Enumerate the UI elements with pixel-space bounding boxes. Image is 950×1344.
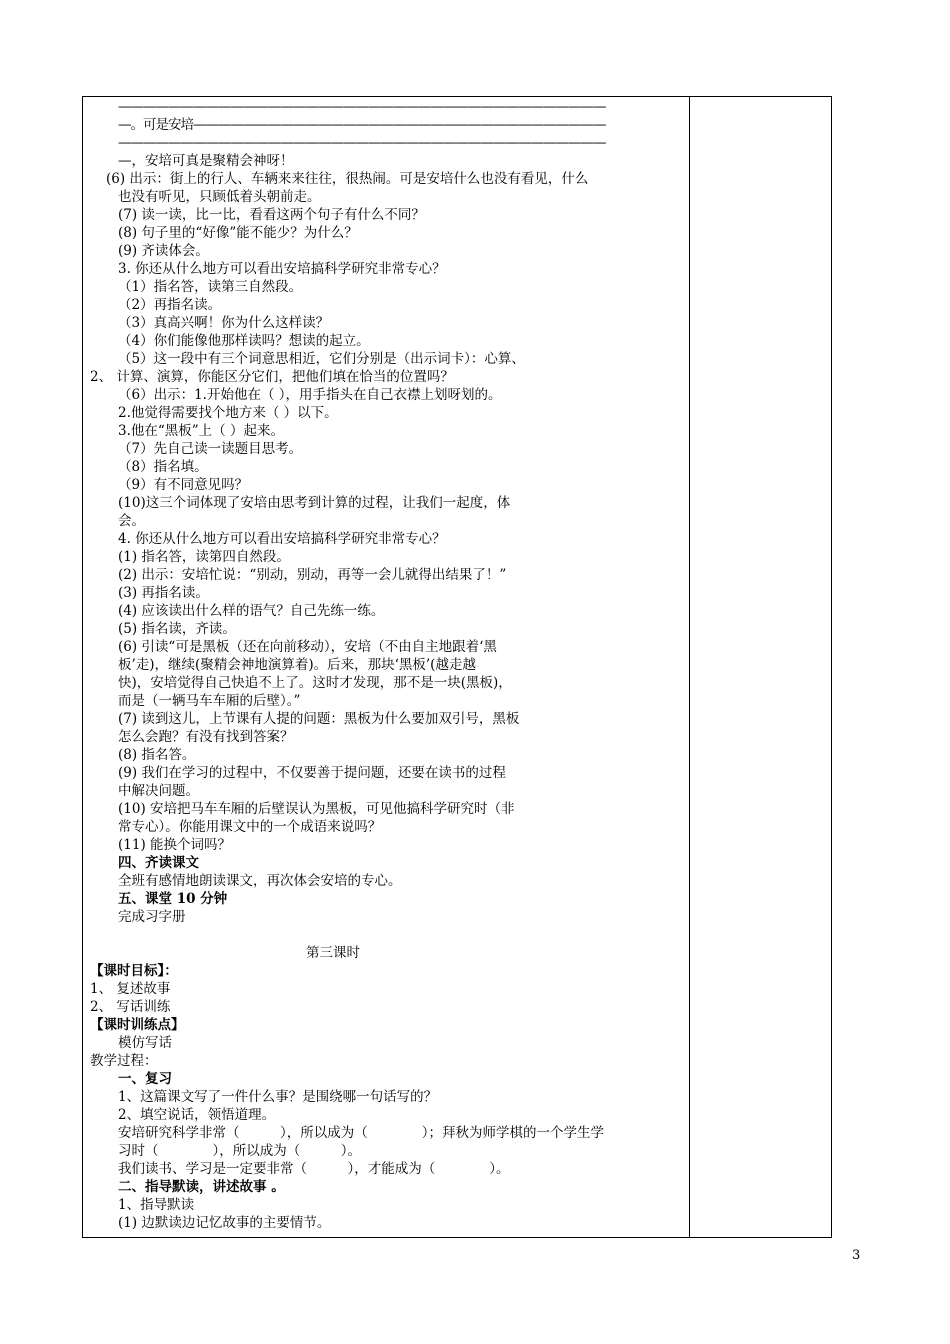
- text-line: （8）指名填。: [118, 459, 208, 475]
- text-line: （3）真高兴啊！你为什么这样读？: [118, 315, 330, 331]
- text-line: (10)这三个词体现了安培由思考到计算的过程，让我们一起度，体: [118, 495, 511, 511]
- text-line: （7）先自己读一读题目思考。: [118, 441, 303, 457]
- text-line: （9）有不同意见吗？: [118, 477, 249, 493]
- text-line: (7) 读到这儿，上节课有人提的问题：黑板为什么要加双引号，黑板: [118, 711, 520, 727]
- text-line: (6) 出示：街上的行人、车辆来来往往，很热闹。可是安培什么也没有看见，什么: [106, 171, 589, 187]
- text-line: (8) 句子里的“好像”能不能少？为什么？: [118, 225, 358, 241]
- text-line: (10) 安培把马车车厢的后壁误认为黑板，可见他搞科学研究时（非: [118, 801, 515, 817]
- text-line: 习时（ ），所以成为（ ）。: [118, 1143, 361, 1159]
- text-line: (1) 指名答，读第四自然段。: [118, 549, 290, 565]
- text-line: (8) 指名答。: [118, 747, 196, 763]
- text-line: 第三课时: [306, 945, 360, 961]
- text-line: （6）出示：1.开始他在（ ），用手指头在自己衣襟上划呀划的。: [118, 387, 502, 403]
- text-line: 四、齐读课文: [118, 855, 199, 871]
- text-line: 【课时训练点】: [90, 1017, 185, 1033]
- text-line: 1、这篇课文写了一件什么事？是围绕哪一句话写的？: [118, 1089, 438, 1105]
- text-line: (4) 应该读出什么样的语气？自己先练一练。: [118, 603, 385, 619]
- text-line: 安培研究科学非常（ ），所以成为（ ）；拜秋为师学棋的一个学生学: [118, 1125, 604, 1141]
- text-line: 常专心）。你能用课文中的一个成语来说吗？: [118, 819, 382, 835]
- text-line: 我们读书、学习是一定要非常（ ），才能成为（ ）。: [118, 1161, 510, 1177]
- text-line: （5）这一段中有三个词意思相近，它们分别是（出示词卡）：心算、: [118, 351, 525, 367]
- text-line: (9) 齐读体会。: [118, 243, 209, 259]
- text-line: 教学过程：: [90, 1053, 158, 1069]
- text-line: 1、 复述故事: [90, 981, 171, 997]
- text-line: 2、 计算、演算，你能区分它们，把他们填在恰当的位置吗？: [90, 369, 454, 385]
- text-line: 而是（一辆马车车厢的后壁）。”: [118, 693, 301, 709]
- table-column-divider: [689, 96, 690, 1238]
- text-line: 1、指导默读: [118, 1197, 195, 1213]
- text-line: 2、 写话训练: [90, 999, 171, 1015]
- text-line: 3. 你还从什么地方可以看出安培搞科学研究非常专心？: [118, 261, 446, 277]
- text-line: 4. 你还从什么地方可以看出安培搞科学研究非常专心？: [118, 531, 446, 547]
- text-line: 2.他觉得需要找个地方来（ ）以下。: [118, 405, 338, 421]
- text-line: 模仿写话: [118, 1035, 172, 1051]
- text-line: 五、课堂 10 分钟: [118, 891, 228, 907]
- text-line: 二、指导默读，讲述故事 。: [118, 1179, 285, 1195]
- text-line: 中解决问题。: [118, 783, 199, 799]
- text-line: 完成习字册: [118, 909, 186, 925]
- text-line: ———————————————————————————————————————: [118, 99, 606, 115]
- text-line: —，安培可真是聚精会神呀！: [118, 153, 294, 169]
- text-line: ———————————————————————————————————————: [118, 135, 606, 151]
- text-line: （4）你们能像他那样读吗？想读的起立。: [118, 333, 370, 349]
- text-line: 也没有听见，只顾低着头朝前走。: [118, 189, 321, 205]
- text-line: 全班有感情地朗读课文，再次体会安培的专心。: [118, 873, 402, 889]
- text-line: 3.他在“黑板”上（ ）起来。: [118, 423, 284, 439]
- text-line: (2) 出示：安培忙说：“别动，别动，再等一会儿就得出结果了！”: [118, 567, 507, 583]
- text-line: （1）指名答，读第三自然段。: [118, 279, 303, 295]
- text-line: 会。: [118, 513, 145, 529]
- page-number: 3: [852, 1248, 861, 1263]
- text-line: (5) 指名读，齐读。: [118, 621, 236, 637]
- text-line: 快)，安培觉得自己快追不上了。这时才发现，那不是一块(黑板)，: [118, 675, 512, 691]
- text-line: 一、复习: [118, 1071, 172, 1087]
- text-line: 2、填空说话，领悟道理。: [118, 1107, 276, 1123]
- text-line: 板’走)，继续(聚精会神地演算着)。后来，那块‘黑板’(越走越: [118, 657, 476, 673]
- text-line: (9) 我们在学习的过程中，不仅要善于提问题，还要在读书的过程: [118, 765, 506, 781]
- text-line: （2）再指名读。: [118, 297, 222, 313]
- text-line: (11) 能换个词吗？: [118, 837, 232, 853]
- text-line: 【课时目标】：: [90, 963, 178, 979]
- text-line: —。可是安培—————————————————————————————————: [118, 117, 606, 133]
- text-line: (7) 读一读，比一比，看看这两个句子有什么不同？: [118, 207, 425, 223]
- text-line: (3) 再指名读。: [118, 585, 209, 601]
- text-line: (1) 边默读边记忆故事的主要情节。: [118, 1215, 331, 1231]
- text-line: 怎么会跑？有没有找到答案？: [118, 729, 294, 745]
- text-line: (6) 引读“可是黑板（还在向前移动），安培（不由自主地跟着‘黑: [118, 639, 497, 655]
